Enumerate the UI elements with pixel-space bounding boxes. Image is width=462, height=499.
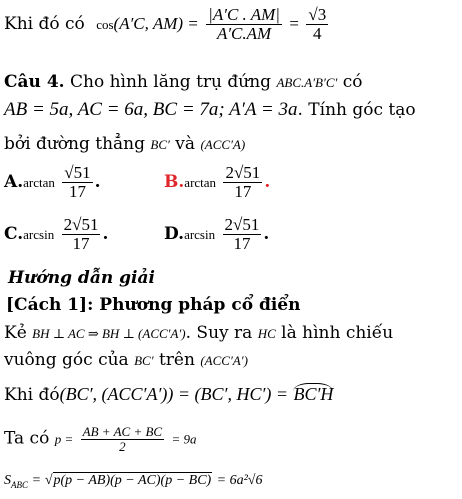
cos-numerator: |A′C . AM|: [208, 5, 280, 24]
sol-l3-angle: BC′H: [293, 384, 334, 404]
question-label: Câu 4.: [4, 72, 65, 92]
option-b[interactable]: [164, 164, 270, 201]
solution-line-4: [4, 425, 197, 453]
option-a-den: 17: [68, 181, 86, 201]
sol-l3-math: (BC′, (ACC′A′)) = (BC′, HC′) =: [59, 384, 289, 404]
option-d[interactable]: [164, 216, 269, 253]
option-c[interactable]: [4, 216, 108, 253]
question-line-3: [4, 134, 245, 154]
solution-line-3: [4, 384, 333, 405]
intro-text: Khi đó có: [4, 13, 85, 34]
sol-l4-den: 2: [119, 438, 126, 454]
sol-l1-text-c: là hình chiếu: [281, 323, 394, 343]
option-a-fraction: [62, 164, 92, 201]
line-cos-result: [4, 6, 330, 43]
sol-l2-text-b: trên: [158, 350, 195, 370]
sol-l5-result: = 6a²√6: [216, 473, 263, 488]
option-a-num: √51: [64, 163, 91, 182]
question-line3-text-1: bởi đường thẳng: [4, 134, 146, 154]
sol-l1-math: BH ⊥ AC ⇒ BH ⊥ (ACC′A′): [32, 326, 186, 341]
question-line3-text-2: và: [175, 134, 196, 154]
sol-l4-num: AB + AC + BC: [82, 424, 163, 439]
option-c-end: .: [102, 223, 109, 244]
result-fraction: [306, 6, 328, 43]
sol-l2-bc: BC′: [134, 353, 154, 368]
result-numerator: √3: [308, 5, 327, 24]
option-c-letter: C.: [4, 223, 24, 244]
sol-l2-plane: (ACC′A′): [200, 353, 248, 368]
sol-l4-fraction: [81, 425, 164, 453]
option-b-letter: B.: [164, 171, 185, 192]
solution-line-2: [4, 350, 248, 370]
option-d-func: arcsin: [184, 226, 216, 242]
sol-l5-s: S: [4, 473, 11, 488]
prism-name: ABC.A′B′C′: [276, 75, 338, 90]
cos-args: (A′C, AM) =: [113, 13, 199, 33]
sol-l5-root: p(p − AB)(p − AC)(p − BC): [53, 473, 212, 488]
question-line-1: [4, 72, 363, 92]
solution-line-1: [4, 323, 393, 343]
option-d-end: .: [263, 223, 270, 244]
question-text-1: Cho hình lăng trụ đứng: [69, 72, 272, 92]
given-lengths: AB = 5a, AC = 6a, BC = 7a; A′A = 3a: [4, 99, 298, 120]
option-c-num: 2√51: [63, 215, 99, 234]
option-a-end: .: [94, 171, 101, 192]
option-b-fraction: [223, 164, 262, 201]
plane-acca: (ACC′A): [200, 137, 246, 152]
option-d-den: 17: [233, 233, 251, 253]
sol-l4-result: = 9a: [171, 431, 197, 447]
option-a[interactable]: [4, 164, 101, 201]
equals-sign: =: [289, 13, 299, 33]
result-denominator: 4: [313, 23, 322, 43]
sol-l4-p: p =: [54, 431, 74, 447]
option-b-end: .: [264, 171, 271, 192]
option-b-num: 2√51: [225, 163, 261, 182]
option-d-fraction: [223, 216, 262, 253]
question-text-3: . Tính góc tạo: [297, 100, 416, 120]
option-b-den: 17: [234, 181, 252, 201]
question-text-2: có: [342, 72, 363, 92]
option-b-func: arctan: [184, 174, 217, 190]
option-d-letter: D.: [164, 223, 185, 244]
option-c-den: 17: [72, 233, 90, 253]
option-c-func: arcsin: [23, 226, 55, 242]
option-a-func: arctan: [23, 174, 55, 190]
line-bc-prime: BC′: [150, 137, 170, 152]
sol-l1-text-b: . Suy ra: [185, 323, 253, 343]
question-line-2: [4, 98, 416, 121]
sol-l1-text-a: Kẻ: [4, 323, 27, 343]
solution-heading: Hướng dẫn giải: [8, 268, 155, 288]
sol-l1-hc: HC: [257, 326, 276, 341]
method-heading: [Cách 1]: Phương pháp cổ điển: [6, 295, 301, 315]
cos-fraction: [206, 6, 282, 43]
sol-l5-sub: ABC: [11, 479, 28, 490]
cos-func: cos: [96, 16, 114, 32]
option-d-num: 2√51: [224, 215, 260, 234]
sol-l3-text-a: Khi đó: [4, 385, 60, 405]
sol-l5-eq: =: [32, 473, 41, 488]
sol-l4-text-a: Ta có: [4, 428, 50, 449]
sol-l2-text-a: vuông góc của: [4, 350, 129, 370]
cos-denominator: A′C.AM: [216, 23, 272, 43]
solution-line-5: $S_{ABC} = √p(p - AB)(p - AC)(p - BC) = 6a^2√6$: [4, 473, 263, 490]
option-c-fraction: [62, 216, 101, 253]
option-a-letter: A.: [4, 171, 24, 192]
